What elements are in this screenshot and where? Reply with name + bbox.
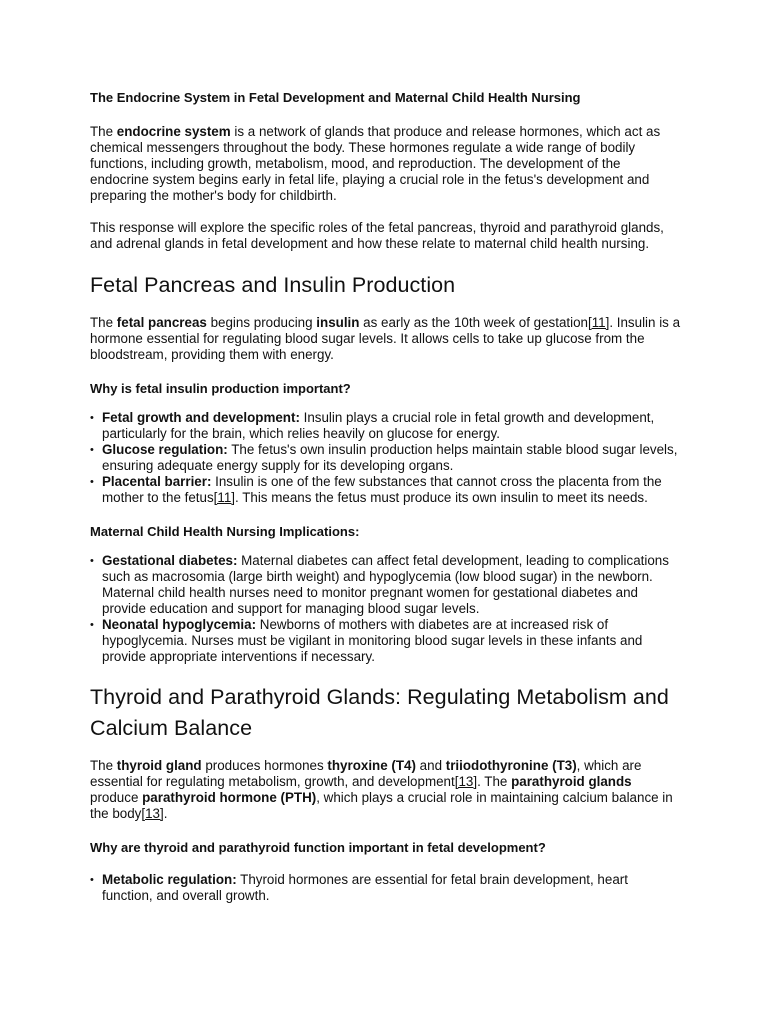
citation-link[interactable]: [13] [454,774,478,789]
document-title: The Endocrine System in Fetal Development and Maternal Child Health Nursing [90,90,581,105]
intro-text: The [90,124,117,139]
bullet-icon: • [90,874,94,886]
term-insulin: insulin [316,315,360,330]
intro-text: is a network of glands that produce and release hormones, which act as chemical messengers throughout the body. These hormones regulate a wide range of bodily functions, including growth, metabolism, mood, and reproduction. The development of the endocrine system begins early in fetal life, playing a crucial role in the fetus's development and preparing the mother's body for childbirth. [90,124,661,203]
bullet-icon: • [90,619,94,631]
paragraph-text: . Insulin is a hormone essential for regulating blood sugar levels. It allows cells to take up glucose from the bloodstream, providing them with energy. [90,315,681,362]
list-item-text: Insulin is one of the few substances that cannot cross the placenta from the mother to the fetus [102,474,662,505]
term-thyroxine: thyroxine (T4) [327,758,416,773]
list-item [90,617,682,665]
term-triiodothyronine: triiodothyronine (T3) [445,758,577,773]
paragraph-text: The [90,315,117,330]
list-item-term: Fetal growth and development: [102,410,300,425]
citation-link[interactable]: [13] [141,806,164,821]
list-item-text: Thyroid hormones are essential for fetal brain development, heart function, and overall growth. [102,872,628,903]
pancreas-paragraph [90,315,682,363]
bullet-icon: • [90,555,94,567]
paragraph-text: , which are essential for regulating metabolism, growth, and development [90,758,642,789]
list-item [90,872,682,904]
section-heading-thyroid: Thyroid and Parathyroid Glands: Regulating Metabolism and Calcium Balance [90,685,669,740]
paragraph-text: The [90,758,117,773]
why-thyroid-list [90,872,682,904]
thyroid-paragraph [90,758,682,822]
citation-link[interactable]: [11] [587,315,610,330]
why-insulin-list [90,410,682,506]
paragraph-text: begins producing [206,315,317,330]
paragraph-text: . The [477,774,512,789]
paragraph-text: produce [90,790,143,805]
bullet-icon: • [90,476,94,488]
term-parathyroid-glands: parathyroid glands [511,774,632,789]
section-heading-pancreas: Fetal Pancreas and Insulin Production [90,273,456,297]
intro-paragraph-1 [90,124,682,204]
subheading-why-insulin: Why is fetal insulin production important? [90,381,351,396]
nursing-implications-list [90,553,682,665]
paragraph-text: , which plays a crucial role in maintaining calcium balance in the body [90,790,673,821]
list-item-text: . This means the fetus must produce its own insulin to meet its needs. [235,490,648,505]
list-item [90,410,682,442]
list-item [90,442,682,474]
paragraph-text: produces hormones [201,758,328,773]
term-fetal-pancreas: fetal pancreas [116,315,207,330]
list-item-text: The fetus's own insulin production helps maintain stable blood sugar levels, ensuring adequate energy supply for its developing organs. [102,442,678,473]
paragraph-text: as early as the 10th week of gestation [359,315,588,330]
term-pth: parathyroid hormone (PTH) [142,790,317,805]
list-item [90,553,682,617]
list-item-term: Placental barrier: [102,474,212,489]
bullet-icon: • [90,444,94,456]
citation-link[interactable]: [11] [213,490,235,505]
list-item-text: Newborns of mothers with diabetes are at increased risk of hypoglycemia. Nurses must be vigilant in monitoring blood sugar levels in these infants and provide appropriate interventions if necessary. [102,617,643,664]
list-item [90,474,682,506]
intro-paragraph-2: This response will explore the specific roles of the fetal pancreas, thyroid and parathyroid glands, and adrenal glands in fetal development and how these relate to maternal child health nursing. [90,220,664,251]
list-item-text: Insulin plays a crucial role in fetal growth and development, particularly for the brain, which relies heavily on glucose for energy. [102,410,655,441]
bullet-icon: • [90,412,94,424]
list-item-text: Maternal diabetes can affect fetal development, leading to complications such as macrosomia (large birth weight) and hypoglycemia (low blood sugar) in the newborn. Maternal child health nurses need to monitor pregnant women for gestational diabetes and provide education and support for managing blood sugar levels. [102,553,669,616]
subheading-why-thyroid: Why are thyroid and parathyroid function important in fetal development? [90,840,546,855]
list-item-term: Neonatal hypoglycemia: [102,617,257,632]
list-item-term: Gestational diabetes: [102,553,238,568]
paragraph-text: . [163,806,168,821]
list-item-term: Metabolic regulation: [102,872,237,887]
paragraph-text: and [415,758,446,773]
list-item-term: Glucose regulation: [102,442,228,457]
subheading-nursing-implications: Maternal Child Health Nursing Implications: [90,524,360,539]
term-thyroid-gland: thyroid gland [116,758,202,773]
document-content [90,90,682,904]
term-endocrine-system: endocrine system [116,124,231,139]
